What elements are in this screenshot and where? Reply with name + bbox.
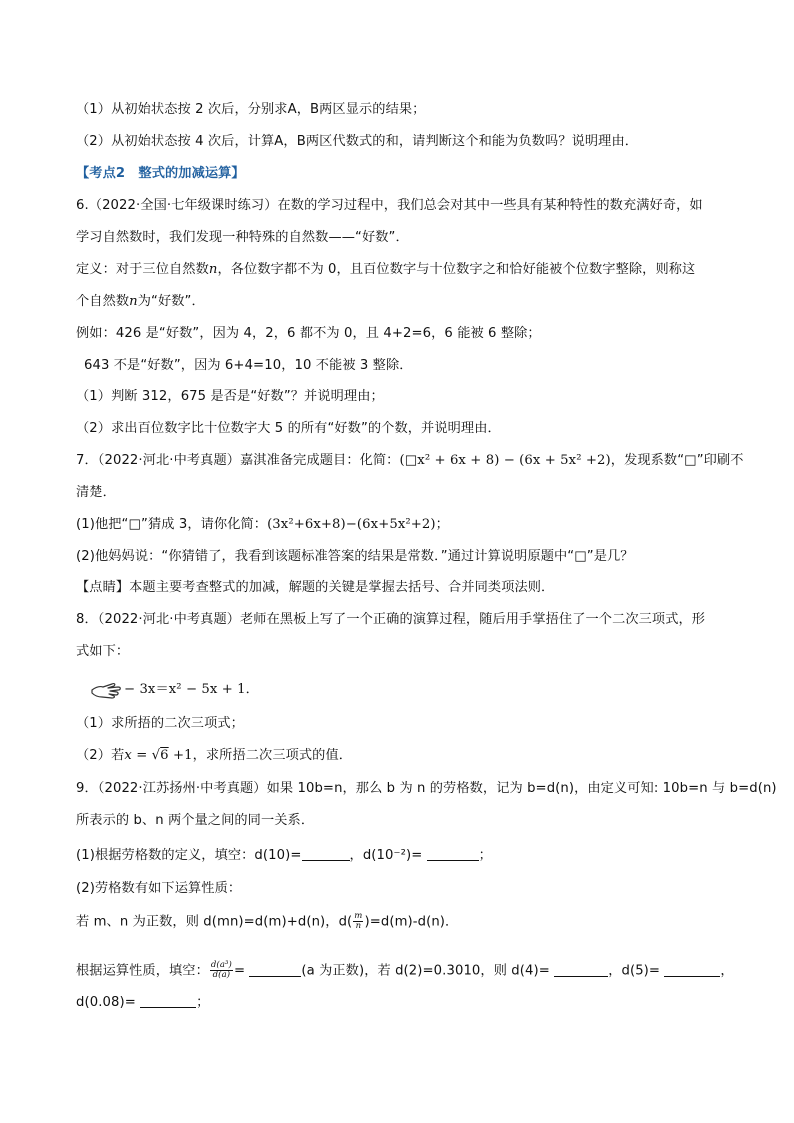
text: ，: [720, 963, 734, 979]
q8-equation: − 3x＝x² − 5x + 1．: [124, 682, 259, 697]
sqrt-symbol: √: [151, 748, 161, 763]
text: (1)他把“□”猜成 3，请你化简：: [76, 517, 268, 532]
covering-hand-icon: [90, 678, 124, 700]
q8-part1: （1）求所捂的二次三项式；: [76, 716, 244, 731]
q7-heading-line2: 清楚．: [76, 485, 116, 500]
text: ，求所捂二次三项式的值．: [192, 748, 353, 763]
q9-last: [76, 993, 209, 1013]
text: 若 m、n 为正数，则 d(mn)=d(m)+d(n)，d(: [76, 914, 353, 930]
q9-heading-line2: 所表示的 b、n 两个量之间的同一关系．: [76, 813, 315, 828]
q6-example1: 例如：426 是“好数”，因为 4，2，6 都不为 0，且 4+2=6，6 能被 6 整除；: [76, 326, 541, 341]
text: 个自然数: [76, 294, 130, 309]
q7-part1: [76, 515, 449, 535]
answer-blank[interactable]: [249, 962, 301, 977]
q6-heading-line1: 6.（2022·全国·七年级课时练习）在数的学习过程中，我们总会对其中一些具有某种特性的数充满好奇，如: [76, 198, 703, 213]
text: ；: [435, 517, 449, 532]
var-x: x: [124, 748, 132, 763]
text: )=d(m)-d(n)．: [364, 914, 459, 930]
q9-heading-line1: 9．（2022·江苏扬州·中考真题）如果 10b=n，那么 b 为 n 的劳格数，记为 b=d(n)，由定义可知: 10b=n 与 b=d(n): [76, 781, 777, 796]
text: 定义：对于三位自然数: [76, 262, 209, 277]
text: (a 为正数)，若 d(2)=0.3010，则 d(4)=: [301, 963, 555, 979]
text: =: [233, 963, 250, 979]
text: ，d(10⁻²)=: [349, 848, 427, 863]
text: ，各位数字都不为 0，且百位数字与十位数字之和恰好能被个位数字整除，则称这: [217, 262, 696, 277]
fraction-d-a3-over-d-a: [210, 961, 233, 980]
text: d(0.08)=: [76, 995, 141, 1010]
answer-blank[interactable]: [427, 846, 479, 861]
var-n: n: [129, 294, 138, 309]
sqrt-radicand: 6: [160, 748, 169, 763]
q9-fill: [76, 961, 734, 982]
section-heading: 【考点2 整式的加减运算】: [76, 166, 245, 181]
q6-part1: （1）判断 312，675 是否是“好数”？并说明理由；: [76, 389, 384, 404]
q7-expression: (□x² + 6x + 8) − (6x + 5x² +2): [399, 453, 611, 468]
q5-part2: （2）从初始状态按 4 次后，计算A，B两区代数式的和，请判断这个和能为负数吗？说明理由．: [76, 134, 639, 149]
q8-heading-line1: 8．（2022·河北·中考真题）老师在黑板上写了一个正确的演算过程，随后用手掌捂住了一个二次三项式，形: [76, 612, 706, 627]
text: 根据运算性质，填空：: [76, 963, 209, 979]
q7-part2: (2)他妈妈说：“你猜错了，我看到该题标准答案的结果是常数．”通过计算说明原题中“□”是几？: [76, 549, 634, 564]
q7-tip: 【点睛】本题主要考查整式的加减，解题的关键是掌握去括号、合并同类项法则．: [76, 580, 555, 595]
q9-part2: (2)劳格数有如下运算性质：: [76, 881, 242, 896]
text: ；: [196, 995, 210, 1010]
text: ，发现系数“□”印刷不: [610, 453, 744, 468]
denominator: d(a): [212, 970, 231, 980]
q9-part1: [76, 846, 492, 866]
text: （2）若: [76, 748, 125, 763]
denominator: n: [355, 921, 362, 931]
q8-part2: [76, 746, 352, 766]
numerator: d(a³): [210, 960, 232, 970]
answer-blank[interactable]: [302, 846, 350, 861]
text: 为“好数”．: [137, 294, 205, 309]
plus-one: +1: [168, 748, 193, 763]
q7-part1-expression: (3x²+6x+8)−(6x+5x²+2): [267, 517, 436, 532]
numerator: m: [354, 911, 363, 921]
q5-part1: （1）从初始状态按 2 次后，分别求A，B两区显示的结果；: [76, 102, 426, 117]
text: 7．（2022·河北·中考真题）嘉淇准备完成题目：化简：: [76, 453, 400, 468]
answer-blank[interactable]: [140, 993, 196, 1008]
answer-blank[interactable]: [554, 962, 608, 977]
text: (1)根据劳格数的定义，填空：d(10)=: [76, 848, 302, 863]
q6-example2: 643 不是“好数”，因为 6+4=10，10 不能被 3 整除．: [84, 358, 413, 373]
q6-heading-line2: 学习自然数时，我们发现一种特殊的自然数——“好数”．: [76, 230, 409, 245]
q8-heading-line2: 式如下：: [76, 644, 130, 659]
equals: =: [131, 748, 152, 763]
fraction-m-over-n: [353, 912, 363, 931]
q6-definition-line2: [76, 292, 205, 312]
answer-blank[interactable]: [664, 962, 720, 977]
text: ；: [478, 848, 492, 863]
q7-heading-line1: [76, 451, 744, 471]
q6-part2: （2）求出百位数字比十位数字大 5 的所有“好数”的个数，并说明理由．: [76, 421, 501, 436]
q9-property: [76, 912, 458, 933]
q6-definition-line1: [76, 260, 695, 280]
text: ，d(5)=: [608, 963, 665, 979]
var-n: n: [208, 262, 218, 277]
